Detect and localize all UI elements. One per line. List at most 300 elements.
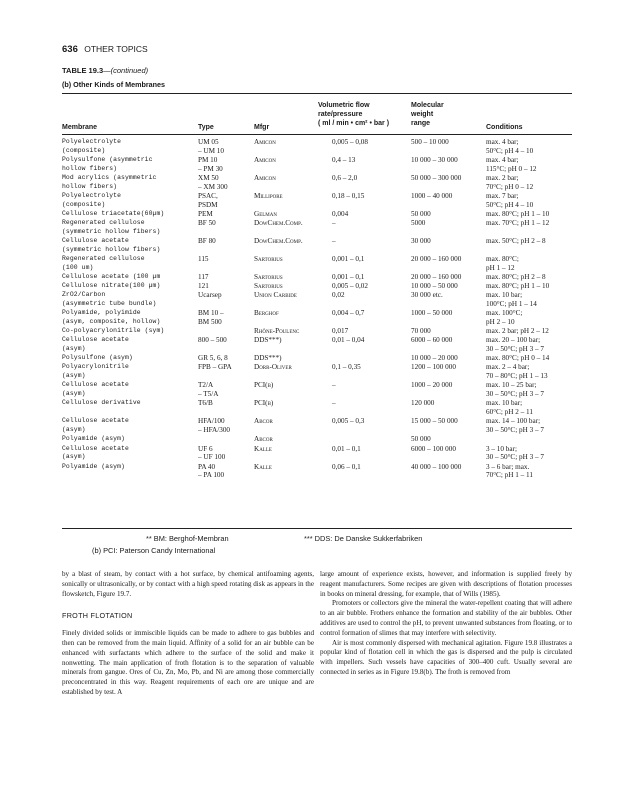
cell-molecular-weight — [411, 237, 431, 246]
cell-line: Kalle — [254, 444, 272, 453]
cell-flow-rate — [332, 237, 336, 246]
header-mw-line1: Molecular — [411, 102, 444, 109]
table-header-rule — [62, 134, 572, 135]
cell-line: 0,4 – 13 — [332, 156, 356, 164]
cell-conditions — [486, 463, 533, 481]
cell-manufacturer — [254, 417, 273, 426]
cell-type — [198, 255, 209, 264]
cell-membrane — [62, 354, 133, 363]
cell-membrane — [62, 399, 141, 408]
cell-line: Polyamide, polyimide — [62, 309, 141, 317]
cell-line: Sartorius — [254, 282, 283, 291]
cell-line: 0,005 – 0,08 — [332, 138, 368, 146]
cell-line: max. 80°C; pH 0 – 14 — [486, 354, 550, 363]
table-row — [62, 327, 572, 336]
cell-type — [198, 381, 218, 399]
cell-conditions — [486, 399, 533, 417]
cell-membrane — [62, 363, 129, 381]
cell-line: Polysulfone (asym) — [62, 354, 133, 362]
table-row — [62, 309, 572, 327]
cell-line: max. 80°C; pH 2 – 8 — [486, 273, 546, 282]
header-flow — [318, 101, 389, 128]
header-mfgr: Mfgr — [254, 124, 270, 131]
paragraph: large amount of experience exists, however, and information is supplied freely by reagent manufacturers. Some recipes are given with descriptions of flotation processes in books on mineral dressing, for example, that of Wills (1985). — [320, 570, 572, 598]
cell-line: Cellulose acetate — [62, 444, 129, 452]
cell-membrane — [62, 309, 160, 327]
table-title-text: TABLE 19.3 — [62, 66, 104, 75]
cell-line: 70°C; pH 0 – 12 — [486, 182, 534, 191]
paragraph: Finely divided solids or immiscible liquids can be made to adhere to gas bubbles and then can be removed from the main liquid. Affinity of a solid for an air bubble can be enhanced with surfactants which adhere to the surface of the solid and make it nonwetting. The main application of froth flotation is to the separation of valuable minerals from gangue. Ores of Cu, Zn, Mo, Pb, and Ni are among those commercially preconcentrated in this way. Reagent requirements of each ore are unique and are established by test. A — [62, 629, 314, 696]
cell-line: 60°C; pH 2 – 11 — [486, 408, 533, 417]
cell-manufacturer — [254, 445, 272, 454]
cell-line: Cellulose nitrate(100 µm) — [62, 282, 161, 290]
cell-type — [198, 138, 224, 156]
cell-flow-rate — [332, 327, 348, 336]
cell-molecular-weight — [411, 255, 461, 264]
cell-line: PEM — [198, 210, 213, 218]
table-row — [62, 463, 572, 481]
cell-line: Gelman — [254, 210, 277, 218]
cell-type — [198, 399, 213, 408]
cell-line: Sartorius — [254, 273, 283, 282]
cell-line: Cellulose acetate (100 µm — [62, 273, 161, 281]
header-mw — [411, 101, 444, 128]
cell-line: 0,18 – 0,15 — [332, 192, 365, 200]
cell-line: Cellulose acetate — [62, 336, 129, 344]
cell-line: 20 000 – 160 000 — [411, 255, 462, 264]
table-row — [62, 381, 572, 399]
cell-membrane — [62, 237, 160, 255]
cell-line: (symmetric hollow fibers) — [62, 246, 161, 253]
cell-molecular-weight — [411, 363, 456, 372]
cell-flow-rate — [332, 463, 361, 472]
cell-line: Dorr-Oliver — [254, 363, 292, 372]
cell-molecular-weight — [411, 174, 461, 183]
cell-line: – XM 300 — [198, 182, 228, 191]
cell-line: Cellulose triacetate(60µm) — [62, 210, 165, 217]
cell-line: Amicon — [254, 138, 276, 146]
cell-line: max. 2 bar; pH 2 – 12 — [486, 327, 549, 336]
cell-line: Cellulose acetate — [62, 237, 129, 245]
cell-line: DDS***) — [254, 336, 282, 345]
cell-line: (composite) — [62, 146, 106, 154]
cell-conditions — [486, 445, 544, 463]
header-conditions: Conditions — [486, 124, 523, 131]
cell-molecular-weight — [411, 336, 452, 345]
cell-type — [198, 237, 216, 246]
cell-manufacturer — [254, 363, 292, 372]
cell-membrane — [62, 255, 145, 273]
cell-line: Co-polyacrylonitrile (sym) — [62, 327, 165, 335]
cell-line: 10 000 – 50 000 — [411, 282, 458, 291]
cell-conditions — [486, 336, 544, 354]
cell-line: pH 2 – 10 — [486, 318, 515, 327]
cell-flow-rate — [332, 210, 348, 219]
cell-molecular-weight — [411, 435, 431, 444]
cell-conditions — [486, 273, 546, 282]
cell-line: 50 000 — [411, 435, 431, 444]
cell-conditions — [486, 354, 549, 363]
cell-manufacturer — [254, 381, 273, 390]
page-number: 636 — [62, 44, 78, 55]
header-flow-line1: Volumetric flow — [318, 102, 370, 109]
cell-manufacturer — [254, 309, 279, 318]
cell-conditions — [486, 282, 549, 291]
cell-manufacturer — [254, 138, 276, 147]
cell-line: max. 2 – 4 bar; — [486, 363, 530, 372]
cell-line: max. 20 – 100 bar; — [486, 336, 541, 345]
cell-line: XM 50 — [198, 174, 219, 182]
cell-line: 1000 – 40 000 — [411, 192, 453, 200]
cell-manufacturer — [254, 435, 273, 444]
cell-line: 0,01 – 0,04 — [332, 336, 365, 345]
cell-line: PSAC, — [198, 192, 218, 200]
cell-membrane — [62, 174, 156, 192]
cell-line: 0,6 – 2,0 — [332, 174, 358, 182]
cell-flow-rate — [332, 156, 355, 165]
cell-manufacturer — [254, 219, 303, 228]
table-row — [62, 219, 572, 237]
section-heading: FROTH FLOTATION — [62, 611, 133, 621]
cell-line: max. 10 – 25 bar; — [486, 381, 537, 390]
cell-molecular-weight — [411, 219, 425, 228]
cell-molecular-weight — [411, 354, 458, 363]
table-row — [62, 363, 572, 381]
cell-molecular-weight — [411, 309, 452, 318]
cell-line: 50°C; pH 4 – 10 — [486, 200, 534, 209]
cell-line: DowChem.Comp. — [254, 219, 303, 228]
cell-line: 40 000 – 100 000 — [411, 462, 462, 471]
cell-line: 120 000 — [411, 399, 435, 408]
cell-flow-rate — [332, 291, 345, 300]
cell-line: 0,001 – 0,1 — [332, 273, 365, 282]
cell-line: max. 10 bar; — [486, 291, 523, 300]
cell-line: ZrO2/Carbon — [62, 291, 106, 299]
table-top-rule — [62, 93, 572, 94]
header-flow-line3: ( ml / min • cm² • bar ) — [318, 120, 390, 127]
cell-manufacturer — [254, 399, 273, 408]
cell-line: Abcor — [254, 435, 273, 444]
cell-manufacturer — [254, 327, 299, 336]
cell-conditions — [486, 174, 533, 192]
running-head — [62, 44, 148, 55]
cell-line: 50°C; pH 4 – 10 — [486, 146, 534, 155]
cell-line: Polysulfone (asymmetric — [62, 156, 153, 163]
cell-molecular-weight — [411, 210, 431, 219]
cell-line: (asym) — [62, 390, 86, 398]
cell-conditions — [486, 210, 549, 219]
cell-line: FPB – GPA — [198, 363, 232, 372]
cell-line: 15 000 – 50 000 — [411, 417, 458, 426]
cell-conditions — [486, 255, 519, 273]
cell-manufacturer — [254, 255, 283, 264]
cell-line: 30 000 etc. — [411, 291, 443, 300]
table-title — [62, 66, 148, 75]
cell-manufacturer — [254, 273, 283, 282]
cell-molecular-weight — [411, 156, 458, 165]
cell-type — [198, 273, 209, 282]
cell-line: (asym) — [62, 372, 86, 380]
table-row — [62, 192, 572, 210]
cell-manufacturer — [254, 237, 303, 246]
cell-molecular-weight — [411, 445, 456, 454]
cell-line: Kalle — [254, 462, 272, 471]
cell-manufacturer — [254, 354, 282, 363]
cell-line: 0,1 – 0,35 — [332, 363, 361, 372]
cell-molecular-weight — [411, 399, 434, 408]
cell-line: hollow fibers) — [62, 182, 118, 190]
table-row — [62, 174, 572, 192]
cell-line: Amicon — [254, 174, 276, 182]
cell-molecular-weight — [411, 273, 461, 282]
cell-line: 3 – 6 bar; max. — [486, 462, 530, 471]
cell-line: Polyacrylonitrile — [62, 363, 129, 371]
cell-membrane — [62, 219, 160, 237]
table-row — [62, 336, 572, 354]
cell-membrane — [62, 445, 129, 463]
cell-type — [198, 417, 230, 435]
table-row — [62, 354, 572, 363]
right-column — [320, 570, 572, 678]
cell-membrane — [62, 336, 129, 354]
cell-line: Polyelectrolyte — [62, 192, 122, 199]
cell-flow-rate — [332, 445, 361, 454]
cell-line: 0,004 — [332, 210, 349, 218]
cell-membrane — [62, 156, 153, 174]
table-row — [62, 237, 572, 255]
cell-line: PCI(b) — [254, 381, 274, 390]
cell-manufacturer — [254, 291, 297, 300]
cell-line: PCI(b) — [254, 399, 274, 408]
cell-manufacturer — [254, 210, 277, 219]
cell-conditions — [486, 156, 537, 174]
cell-flow-rate — [332, 192, 364, 201]
cell-line: 0,001 – 0,1 — [332, 255, 365, 264]
cell-conditions — [486, 309, 522, 327]
cell-membrane — [62, 282, 160, 291]
cell-membrane — [62, 291, 156, 309]
cell-line: (composite) — [62, 200, 106, 208]
table-row — [62, 445, 572, 463]
cell-line: max. 14 – 100 bar; — [486, 417, 541, 426]
paragraph: Promoters or collectors give the mineral the water-repellent coating that will adhere to an air bubble. Frothers enhance the formation and stability of the air bubbles. Other additives are used to control the pH, to prevent unwanted substances from floating, or to control formation of slimes that may interfere with selectivity. — [320, 599, 572, 637]
table-row — [62, 282, 572, 291]
section-title: OTHER TOPICS — [84, 44, 148, 54]
cell-line: 30 – 50°C; pH 3 – 7 — [486, 345, 544, 354]
cell-line: Polyamide (asym) — [62, 435, 125, 443]
footnote-bm: ** BM: Berghof-Membran — [146, 534, 229, 543]
table-row — [62, 255, 572, 273]
cell-flow-rate — [332, 273, 364, 282]
cell-flow-rate — [332, 309, 364, 318]
cell-line: T6/B — [198, 399, 213, 408]
table-row — [62, 210, 572, 219]
cell-line: – — [332, 237, 336, 246]
cell-type — [198, 210, 213, 219]
table-title-suffix: —(continued) — [103, 66, 149, 75]
cell-flow-rate — [332, 219, 336, 228]
footnote-dds: *** DDS: De Danske Sukkerfabriken — [304, 534, 423, 543]
header-type: Type — [198, 124, 214, 131]
cell-line: UF 6 — [198, 444, 213, 453]
cell-membrane — [62, 435, 125, 444]
cell-line: 6000 – 100 000 — [411, 444, 456, 453]
cell-manufacturer — [254, 156, 276, 165]
cell-line: – — [332, 381, 336, 390]
cell-line: Polyamide (asym) — [62, 462, 125, 470]
cell-manufacturer — [254, 282, 283, 291]
cell-type — [198, 445, 225, 463]
cell-type — [198, 363, 232, 372]
cell-line: – UF 100 — [198, 453, 226, 462]
cell-line: 0,06 – 0,1 — [332, 462, 361, 471]
table-body — [62, 138, 572, 481]
footnote-pci: (b) PCI: Paterson Candy International — [92, 546, 216, 555]
cell-line: max. 70°C; pH 1 – 12 — [486, 219, 550, 228]
cell-molecular-weight — [411, 282, 458, 291]
cell-type — [198, 291, 222, 300]
cell-line: BM 10 – — [198, 309, 224, 318]
cell-line: max. 10 bar; — [486, 399, 523, 408]
cell-line: 0,004 – 0,7 — [332, 309, 365, 318]
cell-flow-rate — [332, 417, 364, 426]
cell-line: 70°C; pH 1 – 11 — [486, 471, 533, 480]
cell-line: (asym) — [62, 453, 86, 461]
cell-line: 3 – 10 bar; — [486, 444, 517, 453]
cell-type — [198, 156, 223, 174]
cell-line: – PM 30 — [198, 164, 223, 173]
cell-line: Cellulose derivative — [62, 399, 141, 407]
cell-molecular-weight — [411, 138, 449, 147]
cell-flow-rate — [332, 363, 361, 372]
cell-type — [198, 336, 227, 345]
cell-manufacturer — [254, 463, 272, 472]
cell-flow-rate — [332, 138, 368, 147]
cell-line: (asymmetric tube bundle) — [62, 300, 157, 308]
cell-molecular-weight — [411, 417, 458, 426]
table-row — [62, 138, 572, 156]
cell-conditions — [486, 327, 549, 336]
cell-membrane — [62, 273, 160, 282]
cell-line: – — [332, 219, 336, 228]
cell-line: 70 – 80°C; pH 1 – 13 — [486, 372, 548, 381]
cell-line: 50 000 — [411, 210, 431, 218]
cell-flow-rate — [332, 282, 368, 291]
cell-membrane — [62, 138, 121, 156]
cell-line: BF 50 — [198, 219, 216, 228]
cell-membrane — [62, 381, 129, 399]
cell-line: 10 000 – 20 000 — [411, 354, 458, 363]
cell-molecular-weight — [411, 327, 431, 336]
cell-conditions — [486, 192, 533, 210]
cell-line: (asym, composite, hollow) — [62, 318, 161, 326]
cell-line: 500 – 10 000 — [411, 138, 449, 146]
cell-molecular-weight — [411, 192, 452, 201]
cell-line: 115°C; pH 0 – 12 — [486, 164, 537, 173]
cell-line: 20 000 – 160 000 — [411, 273, 462, 282]
cell-line: Berghof — [254, 309, 279, 318]
cell-line: Polyelectrolyte — [62, 138, 122, 145]
cell-line: hollow fibers) — [62, 164, 118, 172]
cell-line: 0,02 — [332, 291, 345, 300]
cell-conditions — [486, 381, 544, 399]
cell-line: DDS***) — [254, 354, 282, 363]
cell-line: Cellulose acetate — [62, 417, 129, 425]
cell-line: PM 10 — [198, 156, 218, 164]
cell-line: PSDM — [198, 200, 218, 209]
cell-line: BM 500 — [198, 318, 222, 327]
cell-line: Millipore — [254, 192, 283, 200]
left-column — [62, 570, 314, 698]
cell-type — [198, 282, 209, 291]
cell-line: max. 4 bar; — [486, 138, 519, 146]
cell-manufacturer — [254, 174, 276, 183]
header-mw-line3: range — [411, 120, 431, 127]
cell-line: DowChem.Comp. — [254, 237, 303, 246]
cell-type — [198, 309, 224, 327]
cell-line: max. 80°C; pH 1 – 10 — [486, 282, 550, 291]
paragraph: Air is most commonly dispersed with mechanical agitation. Figure 19.8 illustrates a popular kind of flotation cell in which the gas is dispersed and the pulp is circulated with impellers. Such vessels have capacities of 300–400 cuft. Usually several are connected in series as in Figure 19.8(b). The froth is removed from — [320, 638, 572, 676]
table-row — [62, 435, 572, 444]
cell-line: Ucarsep — [198, 291, 222, 300]
cell-line: 121 — [198, 282, 209, 291]
cell-line: 30 – 50°C; pH 3 – 7 — [486, 453, 544, 462]
cell-line: 1000 – 20 000 — [411, 381, 453, 390]
cell-line: 6000 – 60 000 — [411, 336, 453, 345]
cell-manufacturer — [254, 336, 282, 345]
cell-flow-rate — [332, 174, 357, 183]
cell-molecular-weight — [411, 381, 452, 390]
cell-conditions — [486, 237, 546, 246]
cell-flow-rate — [332, 336, 364, 345]
cell-conditions — [486, 138, 533, 156]
cell-flow-rate — [332, 381, 336, 390]
table-row — [62, 156, 572, 174]
paragraph: by a blast of steam, by contact with a hot surface, by chemical antifoaming agents, sonically or ultrasonically, or by contact with a high speed rotating disk as appears in the flowsketch, Figure 19.7. — [62, 570, 314, 598]
cell-line: Mod acrylics (asymmetric — [62, 174, 157, 181]
table-row — [62, 291, 572, 309]
cell-line: Sartorius — [254, 255, 283, 264]
cell-line: 115 — [198, 255, 209, 264]
header-flow-line2: rate/pressure — [318, 111, 363, 118]
cell-conditions — [486, 417, 544, 435]
table-row — [62, 273, 572, 282]
cell-line: 70 000 — [411, 327, 431, 336]
cell-line: – — [332, 399, 336, 408]
cell-line: max. 80°C; — [486, 255, 519, 264]
cell-line: 0,01 – 0,1 — [332, 444, 361, 453]
cell-line: PA 40 — [198, 462, 216, 471]
cell-line: Union Carbide — [254, 291, 297, 300]
cell-line: max. 2 bar; — [486, 174, 519, 182]
cell-line: max. 4 bar; — [486, 156, 519, 164]
cell-conditions — [486, 363, 548, 381]
cell-manufacturer — [254, 192, 283, 201]
cell-line: max. 80°C; pH 1 – 10 — [486, 210, 550, 218]
table-row — [62, 417, 572, 435]
cell-line: (asym) — [62, 426, 86, 434]
cell-type — [198, 219, 216, 228]
cell-line: (asym) — [62, 345, 86, 353]
cell-line: pH 1 – 12 — [486, 264, 515, 272]
cell-line: max. 100°C; — [486, 309, 523, 318]
cell-conditions — [486, 291, 537, 309]
cell-membrane — [62, 327, 164, 336]
cell-type — [198, 463, 224, 481]
cell-line: (100 um) — [62, 264, 94, 271]
cell-line: Regenerated cellulose — [62, 219, 145, 227]
table-bottom-rule — [62, 528, 572, 529]
